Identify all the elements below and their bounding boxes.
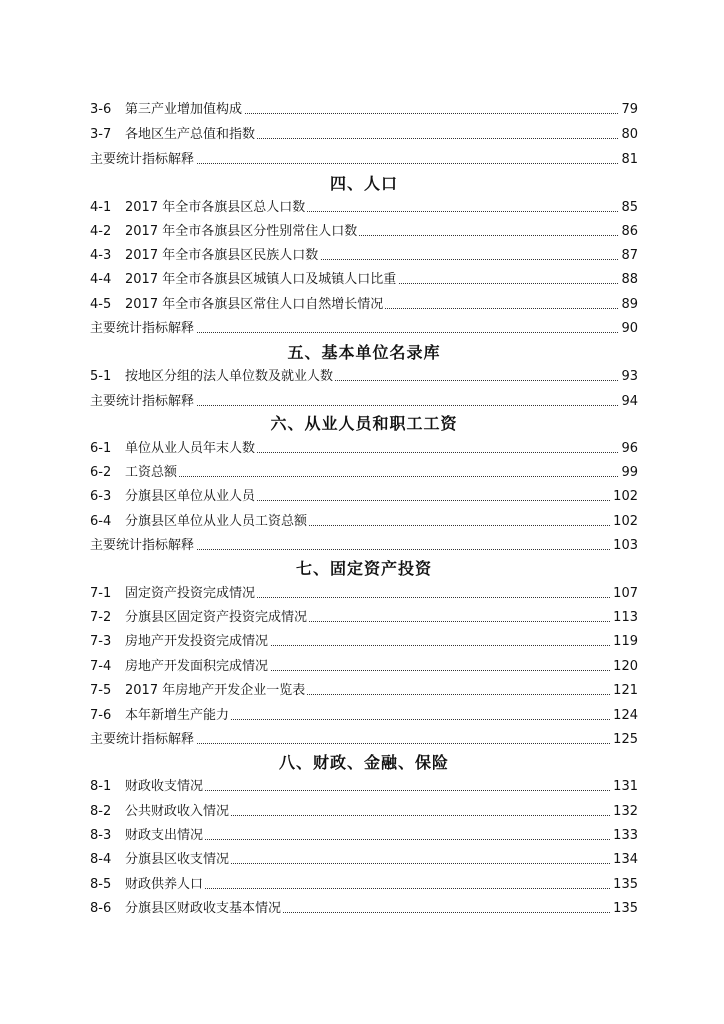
toc-entry[interactable]: [0, 245, 724, 267]
section-heading-employment: 六、从业人员和职工工资: [270, 414, 458, 433]
entry-title: 主要统计指标解释: [90, 391, 196, 413]
entry-title: 固定资产投资完成情况: [125, 583, 257, 605]
entry-number: 7-3: [90, 634, 112, 649]
entry-title: 财政供养人口: [125, 874, 205, 896]
toc-entry[interactable]: [0, 705, 724, 727]
toc-entry[interactable]: [0, 221, 724, 243]
entry-page: 79: [619, 99, 638, 121]
entry-number: 8-6: [90, 901, 112, 916]
entry-title: 2017 年房地产开发企业一览表: [125, 680, 307, 702]
entry-page: 135: [611, 874, 638, 896]
entry-page: 132: [611, 801, 638, 823]
entry-title: 财政收支情况: [125, 776, 205, 798]
entry-title: 工资总额: [125, 462, 179, 484]
entry-title: 财政支出情况: [125, 825, 205, 847]
toc-entry[interactable]: [0, 124, 724, 146]
toc-entry-notes[interactable]: [0, 149, 724, 171]
entry-number: 4-5: [90, 297, 112, 312]
entry-number: 6-2: [90, 465, 112, 480]
entry-title: 本年新增生产能力: [125, 705, 231, 727]
toc-entry[interactable]: [0, 898, 724, 920]
entry-title: 分旗县区单位从业人员: [125, 486, 257, 508]
toc-entry-notes[interactable]: [0, 535, 724, 557]
entry-number: 7-1: [90, 586, 112, 601]
entry-page: 107: [611, 583, 638, 605]
entry-page: 94: [619, 391, 638, 413]
entry-page: 121: [611, 680, 638, 702]
entry-number: 8-4: [90, 852, 112, 867]
toc-entry[interactable]: [0, 801, 724, 823]
toc-entry[interactable]: [0, 583, 724, 605]
toc-entry[interactable]: [0, 776, 724, 798]
entry-title: 主要统计指标解释: [90, 149, 196, 171]
entry-title: 主要统计指标解释: [90, 729, 196, 751]
toc-entry[interactable]: [0, 294, 724, 316]
entry-title: 分旗县区固定资产投资完成情况: [125, 607, 309, 629]
entry-title: 2017 年全市各旗县区城镇人口及城镇人口比重: [125, 269, 398, 291]
entry-number: 3-7: [90, 127, 112, 142]
toc-entry[interactable]: [0, 462, 724, 484]
entry-number: 7-2: [90, 610, 112, 625]
toc-entry-notes[interactable]: [0, 729, 724, 751]
toc-entry[interactable]: [0, 269, 724, 291]
entry-page: 102: [611, 486, 638, 508]
entry-number: 7-6: [90, 708, 112, 723]
entry-page: 89: [619, 294, 638, 316]
entry-page: 102: [611, 511, 638, 533]
entry-title: 公共财政收入情况: [125, 801, 231, 823]
section-heading-basic-units: 五、基本单位名录库: [287, 343, 441, 362]
toc-entry[interactable]: [0, 680, 724, 702]
entry-page: 88: [619, 269, 638, 291]
entry-title: 房地产开发投资完成情况: [125, 631, 270, 653]
entry-title: 主要统计指标解释: [90, 318, 196, 340]
entry-page: 125: [611, 729, 638, 751]
toc-entry-notes[interactable]: [0, 391, 724, 413]
entry-page: 131: [611, 776, 638, 798]
entry-title: 2017 年全市各旗县区分性别常住人口数: [125, 221, 359, 243]
entry-number: 8-3: [90, 828, 112, 843]
entry-page: 134: [611, 849, 638, 871]
entry-title: 2017 年全市各旗县区总人口数: [125, 197, 307, 219]
section-heading-population: 四、人口: [329, 174, 398, 193]
entry-number: 7-4: [90, 659, 112, 674]
entry-page: 124: [611, 705, 638, 727]
entry-number: 5-1: [90, 369, 112, 384]
entry-page: 93: [619, 366, 638, 388]
entry-number: 3-6: [90, 102, 112, 117]
entry-title: 按地区分组的法人单位数及就业人数: [125, 366, 335, 388]
entry-page: 133: [611, 825, 638, 847]
toc-entry[interactable]: [0, 99, 724, 121]
entry-page: 96: [619, 438, 638, 460]
entry-page: 90: [619, 318, 638, 340]
entry-page: 80: [619, 124, 638, 146]
entry-page: 86: [619, 221, 638, 243]
entry-title: 各地区生产总值和指数: [125, 124, 257, 146]
entry-title: 单位从业人员年末人数: [125, 438, 257, 460]
toc-entry[interactable]: [0, 656, 724, 678]
toc-entry[interactable]: [0, 197, 724, 219]
entry-title: 房地产开发面积完成情况: [125, 656, 270, 678]
toc-entry[interactable]: [0, 486, 724, 508]
entry-title: 2017 年全市各旗县区民族人口数: [125, 245, 320, 267]
toc-entry[interactable]: [0, 825, 724, 847]
entry-number: 7-5: [90, 683, 112, 698]
entry-title: 分旗县区单位从业人员工资总额: [125, 511, 309, 533]
entry-page: 99: [619, 462, 638, 484]
entry-title: 分旗县区财政收支基本情况: [125, 898, 283, 920]
entry-title: 2017 年全市各旗县区常住人口自然增长情况: [125, 294, 385, 316]
toc-entry-notes[interactable]: [0, 318, 724, 340]
entry-page: 135: [611, 898, 638, 920]
entry-page: 87: [619, 245, 638, 267]
entry-title: 第三产业增加值构成: [125, 99, 244, 121]
toc-entry[interactable]: [0, 438, 724, 460]
entry-page: 113: [611, 607, 638, 629]
toc-entry[interactable]: [0, 366, 724, 388]
section-heading-fixed-assets: 七、固定资产投资: [295, 559, 432, 578]
section-heading-finance: 八、财政、金融、保险: [278, 753, 449, 772]
entry-title: 分旗县区收支情况: [125, 849, 231, 871]
entry-number: 8-2: [90, 804, 112, 819]
dot-leader: [125, 476, 638, 477]
entry-number: 4-3: [90, 248, 112, 263]
entry-number: 6-4: [90, 514, 112, 529]
entry-number: 8-1: [90, 779, 112, 794]
entry-page: 81: [619, 149, 638, 171]
entry-number: 6-1: [90, 441, 112, 456]
toc-entry[interactable]: [0, 874, 724, 896]
toc-entry[interactable]: [0, 849, 724, 871]
entry-page: 120: [611, 656, 638, 678]
entry-number: 4-4: [90, 272, 112, 287]
entry-page: 119: [611, 631, 638, 653]
entry-page: 103: [611, 535, 638, 557]
entry-page: 85: [619, 197, 638, 219]
entry-number: 6-3: [90, 489, 112, 504]
entry-number: 4-2: [90, 224, 112, 239]
toc-entry[interactable]: [0, 631, 724, 653]
entry-title: 主要统计指标解释: [90, 535, 196, 557]
entry-number: 8-5: [90, 877, 112, 892]
entry-number: 4-1: [90, 200, 112, 215]
toc-entry[interactable]: [0, 607, 724, 629]
toc-entry[interactable]: [0, 511, 724, 533]
